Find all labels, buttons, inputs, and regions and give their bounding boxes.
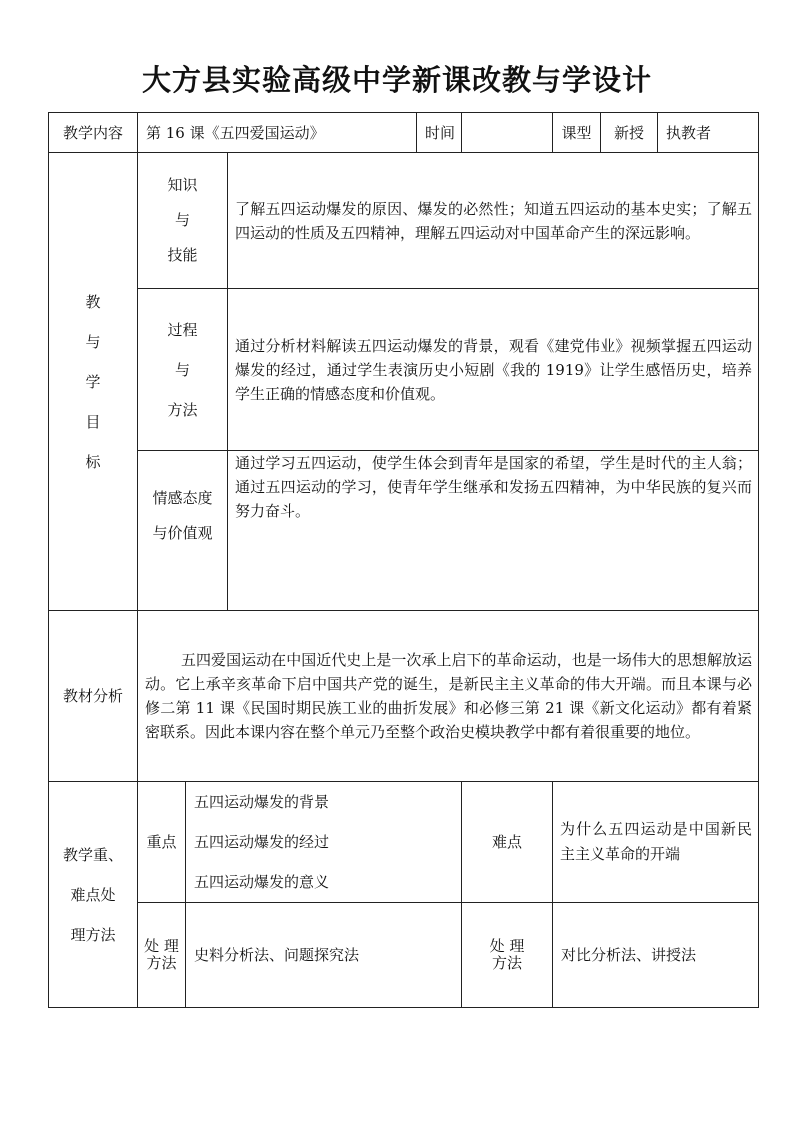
type-value: 新授: [601, 113, 658, 153]
key-items: [186, 782, 462, 903]
teacher-cell: [658, 113, 759, 153]
goal-row-knowledge: [49, 153, 759, 289]
emotion-label: 情感态度 与价值观: [138, 451, 228, 611]
page-title: 大方县实验高级中学新课改教与学设计: [141, 63, 652, 97]
method-difficult: 对比分析法、讲授法: [553, 903, 759, 1008]
lesson-title: 第 16 课《五四爱国运动》: [138, 113, 417, 153]
time-value: [462, 113, 553, 153]
keypoints-row: [49, 782, 759, 903]
difficult-text: 为什么五四运动是中国新民主主义革命的开端: [553, 782, 759, 903]
key-item: 五四运动爆发的背景: [194, 793, 330, 811]
content-label: 教学内容: [49, 113, 138, 153]
header-row: [49, 113, 759, 153]
method-row: [49, 903, 759, 1008]
key-item: 五四运动爆发的意义: [194, 873, 330, 891]
keypoints-section-label: 教学重、 难点处 理方法: [49, 782, 138, 1008]
analysis-row: [49, 611, 759, 782]
difficult-label: 难点: [462, 782, 553, 903]
key-item: 五四运动爆发的经过: [194, 833, 330, 851]
goals-section-label: 教 与 学 目 标: [49, 153, 138, 611]
process-label: 过程 与 方法: [138, 289, 228, 451]
method-label-difficult: 处 理 方法: [462, 903, 553, 1008]
analysis-text: 五四爱国运动在中国近代史上是一次承上启下的革命运动，也是一场伟大的思想解放运动。它上承辛亥革命下启中国共产党的诞生，是新民主主义革命的伟大开端。而且本课与必修二第 11 课《民国时期民族工业的曲折发展》和必修三第 21 课《新文化运动》都有着紧密联系。因此本课内容在整个单元乃至整个政治史模块教学中都有着很重要的地位。: [138, 611, 759, 782]
time-label: 时间: [417, 113, 462, 153]
key-label: 重点: [138, 782, 186, 903]
goal-row-emotion: [49, 451, 759, 611]
process-text: 通过分析材料解读五四运动爆发的背景，观看《建党伟业》视频掌握五四运动爆发的经过，通过学生表演历史小短剧《我的 1919》让学生感悟历史，培养学生正确的情感态度和价值观。: [228, 289, 759, 451]
lesson-design-table: [48, 112, 759, 1008]
method-key: 史料分析法、问题探究法: [186, 903, 462, 1008]
analysis-label: 教材分析: [49, 611, 138, 782]
teacher-label: 执教者: [666, 123, 712, 142]
goal-row-process: [49, 289, 759, 451]
emotion-text: 通过学习五四运动，使学生体会到青年是国家的希望，学生是时代的主人翁；通过五四运动的学习，使青年学生继承和发扬五四精神，为中华民族的复兴而努力奋斗。: [228, 451, 759, 611]
knowledge-text: 了解五四运动爆发的原因、爆发的必然性；知道五四运动的基本史实；了解五四运动的性质及五四精神，理解五四运动对中国革命产生的深远影响。: [228, 153, 759, 289]
knowledge-label: 知识 与 技能: [138, 153, 228, 289]
type-label: 课型: [553, 113, 601, 153]
method-label-key: 处 理 方法: [138, 903, 186, 1008]
